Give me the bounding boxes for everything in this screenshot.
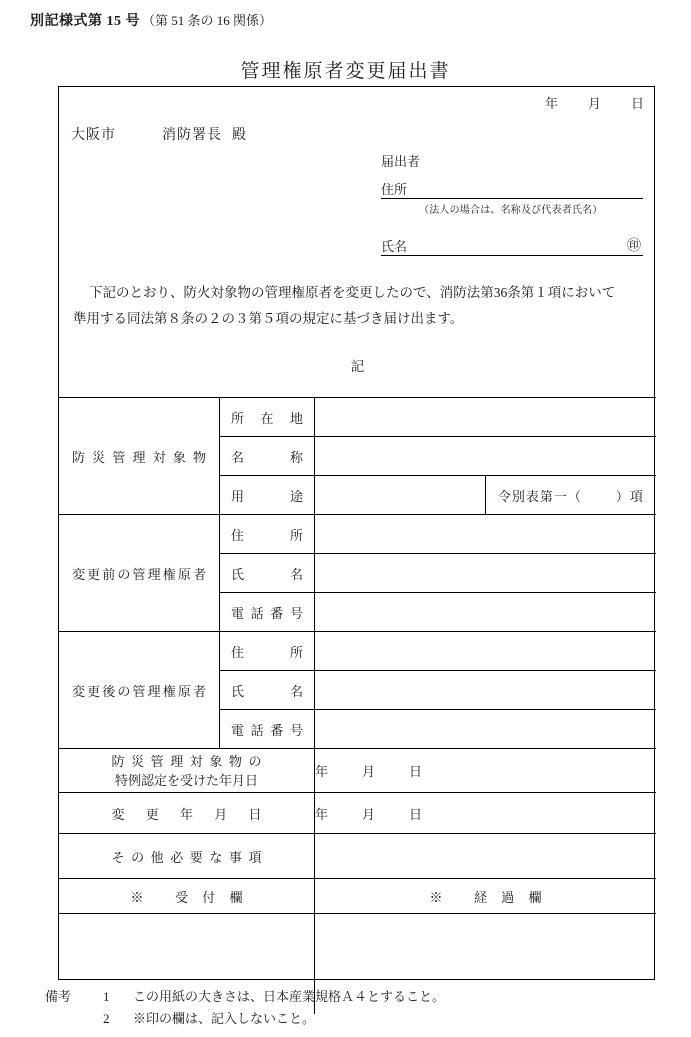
change-date-label: 変更年月日 [111, 806, 262, 822]
page-title: 管理権原者変更届出書 [240, 61, 451, 82]
submitter-address-label: 住所 [381, 182, 408, 197]
form-number [30, 10, 272, 30]
change-date-month: 月 [362, 806, 376, 822]
submitter-name-label: 氏名 [381, 239, 408, 254]
remarks-heading: 備考 [45, 989, 72, 1004]
after-phone-value[interactable] [315, 710, 657, 749]
after-address-label-cell [220, 632, 315, 671]
after-name-label: 氏名 [231, 683, 303, 699]
before-phone-value[interactable] [315, 593, 657, 632]
date-year-label: 年 [544, 96, 558, 111]
appendix-category-label-end: ）項 [615, 488, 644, 504]
table-row [59, 632, 656, 671]
building-group-label-cell [59, 398, 220, 515]
before-phone-label: 電話番号 [231, 605, 303, 621]
building-group-label: 防災管理対象物 [72, 449, 206, 465]
table-row [59, 515, 656, 554]
after-name-value[interactable] [315, 671, 657, 710]
submitter-title: 届出者 [381, 154, 421, 169]
submitter-block [381, 151, 643, 256]
other-matters-value[interactable] [315, 834, 657, 879]
after-address-label: 住所 [231, 644, 303, 660]
ki-marker: 記 [350, 359, 365, 374]
table-row [59, 879, 656, 914]
remarks-item-text: この用紙の大きさは、日本産業規格Ａ４とすること。 [133, 989, 446, 1004]
special-approval-label-line2: 特例認定を受けた年月日 [114, 772, 258, 788]
addressee-city: 大阪市 [71, 128, 116, 143]
progress-header-cell [315, 879, 657, 914]
form-number-main: 別記様式第 15 号 [30, 14, 140, 29]
change-date-label-cell [59, 793, 315, 834]
after-address-value[interactable] [315, 632, 657, 671]
building-name-label: 名称 [231, 449, 303, 465]
remarks-item [45, 1008, 665, 1030]
submission-date-line [545, 93, 644, 112]
after-name-label-cell [220, 671, 315, 710]
building-location-value[interactable] [315, 398, 657, 437]
table-row [59, 793, 656, 834]
change-date-year: 年 [315, 806, 329, 822]
seal-icon: ㊞ [627, 239, 641, 254]
reception-header-cell [59, 879, 315, 914]
remarks-item-number: 1 [103, 989, 110, 1004]
building-usage-label-cell [220, 476, 315, 515]
after-phone-label: 電話番号 [231, 722, 303, 738]
before-address-value[interactable] [315, 515, 657, 554]
special-approval-day: 日 [409, 764, 423, 779]
remarks-section [45, 986, 665, 1030]
table-row [59, 749, 656, 793]
remarks-item-number: 2 [103, 1011, 110, 1026]
building-location-label: 所在地 [231, 410, 303, 426]
addressee-honorific: 殿 [232, 128, 246, 143]
appendix-category-cell[interactable] [485, 476, 656, 515]
special-approval-label-cell [59, 749, 315, 793]
special-approval-date-value[interactable] [315, 749, 657, 793]
addressee-line [71, 124, 246, 144]
before-address-label-cell [220, 515, 315, 554]
remarks-item-text: ※印の欄は、記入しないこと。 [133, 1011, 316, 1026]
before-name-value[interactable] [315, 554, 657, 593]
before-address-label: 住所 [231, 527, 303, 543]
after-group-label: 変更後の管理権原者 [72, 683, 206, 699]
addressee-office: 消防署長 [162, 128, 222, 143]
before-group-label-cell [59, 515, 220, 632]
statement-line-1: 下記のとおり、防火対象物の管理権原者を変更したので、消防法第36条第１項において [89, 285, 616, 300]
preamble-section [59, 87, 656, 397]
form-table [59, 397, 656, 1014]
building-location-label-cell [220, 398, 315, 437]
appendix-category-label: 令別表第一（ [497, 488, 582, 504]
date-day-label: 日 [630, 96, 644, 111]
building-usage-value[interactable] [315, 476, 486, 515]
form-frame [58, 86, 655, 980]
change-date-day: 日 [409, 806, 423, 822]
special-approval-month: 月 [362, 764, 376, 779]
progress-label: ※ 経過欄 [429, 889, 542, 905]
before-name-label-cell [220, 554, 315, 593]
after-group-label-cell [59, 632, 220, 749]
submitter-address-field[interactable] [381, 179, 643, 199]
statement-line-2: 準用する同法第８条の２の３第５項の規定に基づき届け出ます。 [73, 311, 464, 326]
special-approval-year: 年 [315, 764, 329, 779]
table-row [59, 834, 656, 879]
date-month-label: 月 [587, 96, 601, 111]
other-matters-label: その他必要な事項 [111, 849, 262, 865]
remarks-item [45, 986, 665, 1008]
submitter-name-field[interactable] [381, 236, 643, 256]
corporate-note: （法人の場合は、名称及び代表者氏名） [419, 205, 603, 216]
table-row [59, 398, 656, 437]
after-phone-label-cell [220, 710, 315, 749]
building-name-label-cell [220, 437, 315, 476]
remarks-spacer [45, 1008, 103, 1030]
statement-text [73, 280, 645, 332]
other-matters-label-cell [59, 834, 315, 879]
building-usage-label: 用途 [231, 488, 303, 504]
reception-label: ※ 受付欄 [130, 889, 243, 905]
building-name-value[interactable] [315, 437, 657, 476]
form-number-reference: （第 51 条の 16 関係） [142, 13, 273, 28]
before-group-label: 変更前の管理権原者 [72, 566, 206, 582]
before-phone-label-cell [220, 593, 315, 632]
before-name-label: 氏名 [231, 566, 303, 582]
special-approval-label-line1: 防災管理対象物の [111, 753, 262, 769]
change-date-value[interactable] [315, 793, 657, 834]
